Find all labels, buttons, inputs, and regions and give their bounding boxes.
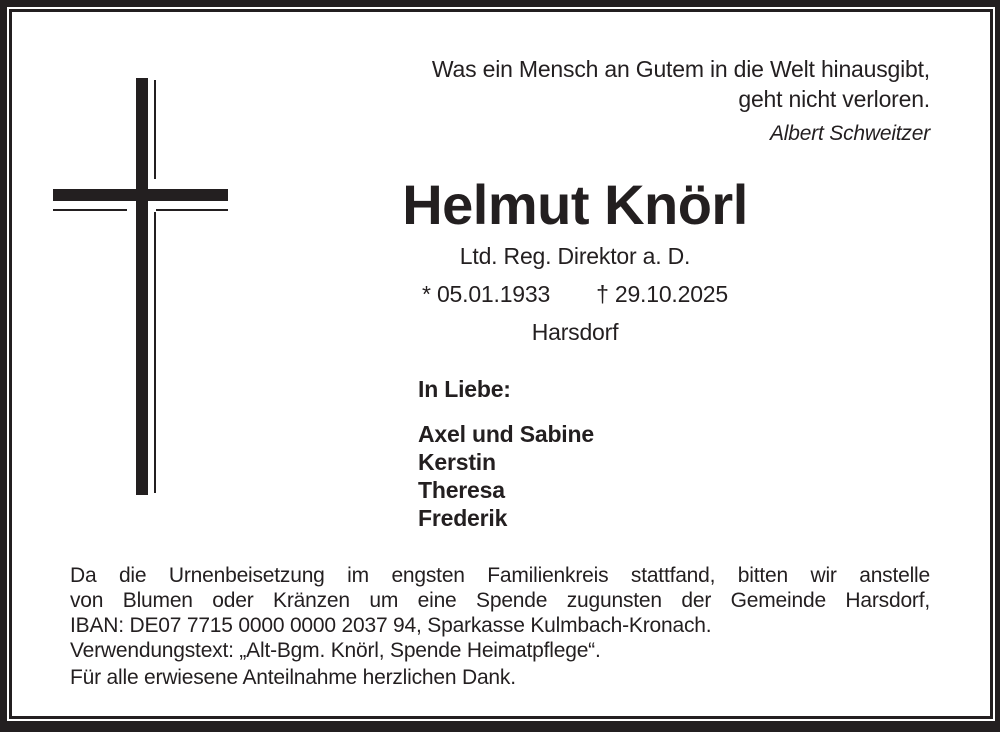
cross-vertical-echo-line-bottom — [154, 212, 156, 493]
mourner-name: Theresa — [418, 477, 505, 503]
epigraph — [432, 54, 930, 149]
birth-date: * 05.01.1933 — [422, 281, 551, 307]
deceased-block — [220, 173, 930, 346]
mourners-block — [418, 376, 594, 532]
cross-vertical-echo-line-top — [154, 80, 156, 179]
donation-reference-line: Verwendungstext: „Alt-Bgm. Knörl, Spende Heimatpflege“. — [70, 639, 601, 662]
mourner-name: Axel und Sabine — [418, 421, 594, 447]
thanks-line: Für alle erwiesene Anteilnahme herzlichen Dank. — [70, 666, 516, 689]
mourners-intro: In Liebe: — [418, 376, 511, 402]
memorial-cross-icon — [53, 78, 228, 495]
deceased-name: Helmut Knörl — [402, 173, 748, 236]
cross-horizontal-echo-line-right — [156, 209, 228, 211]
epigraph-attribution: Albert Schweitzer — [770, 122, 930, 145]
epigraph-line-2: geht nicht verloren. — [738, 86, 930, 112]
mourner-name: Kerstin — [418, 449, 496, 475]
deceased-title: Ltd. Reg. Direktor a. D. — [459, 243, 691, 269]
donation-iban-line: IBAN: DE07 7715 0000 0000 2037 94, Sparkasse Kulmbach-Kronach. — [70, 614, 712, 637]
cross-horizontal-bar — [53, 189, 228, 201]
mourners-names — [418, 420, 594, 532]
cross-horizontal-echo-line-left — [53, 209, 127, 211]
mourner-name: Frederik — [418, 505, 508, 531]
epigraph-line-1: Was ein Mensch an Gutem in die Welt hinausgibt, — [431, 56, 930, 82]
cross-vertical-bar — [136, 78, 148, 495]
donation-notice-line-1: Da die Urnenbeisetzung im engsten Familienkreis stattfand, bitten wir anstelle — [70, 564, 930, 587]
donation-notice — [70, 563, 930, 663]
residence-place: Harsdorf — [531, 319, 619, 345]
life-dates — [220, 281, 930, 308]
death-date: † 29.10.2025 — [596, 281, 728, 307]
donation-notice-line-2: von Blumen oder Kränzen um eine Spende zugunsten der Gemeinde Harsdorf, — [70, 589, 930, 612]
